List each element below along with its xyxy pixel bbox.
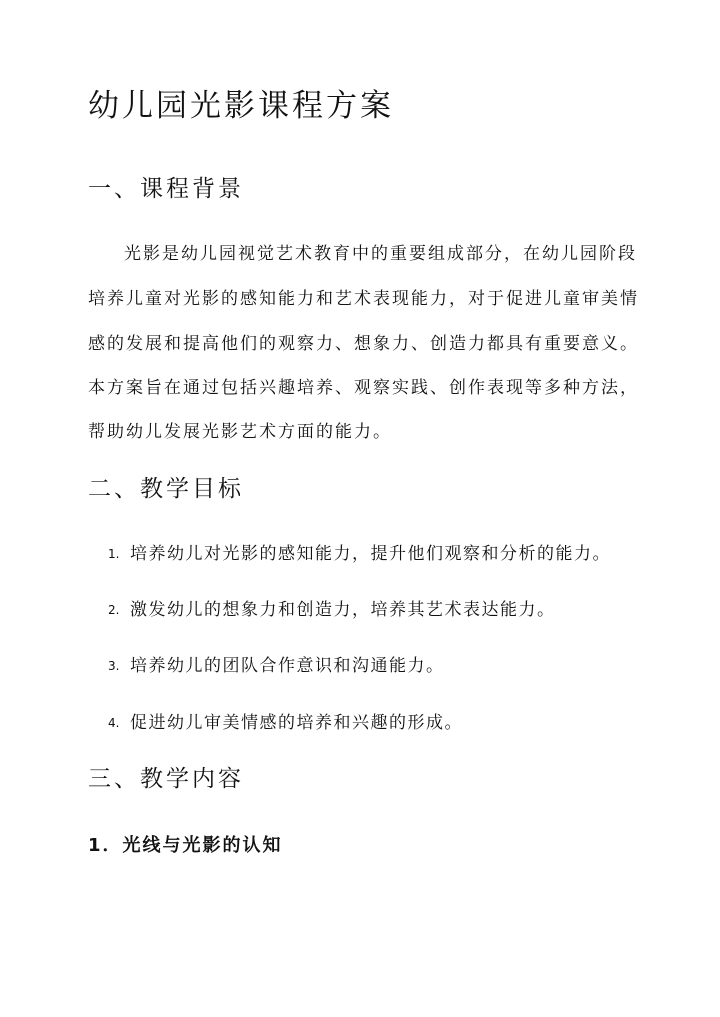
goal-text: 促进幼儿审美情感的培养和兴趣的形成。: [130, 713, 463, 733]
goal-item: [108, 596, 556, 624]
goal-number: 2.: [108, 603, 120, 617]
section-heading-background: 一、课程背景: [88, 176, 244, 202]
section-heading-goals: 二、教学目标: [88, 476, 244, 502]
document-title: 幼儿园光影课程方案: [88, 88, 394, 124]
goal-text: 培养幼儿的团队合作意识和沟通能力。: [130, 656, 445, 676]
goal-number: 3.: [108, 659, 120, 673]
subsection-heading: 1．光线与光影的认知: [88, 835, 283, 856]
section-heading-content: 三、教学内容: [88, 766, 244, 792]
paragraph-line: 感的发展和提高他们的观察力、想象力、创造力都具有重要意义。: [88, 334, 639, 354]
goal-number: 1.: [108, 547, 120, 561]
paragraph-line: 帮助幼儿发展光影艺术方面的能力。: [88, 422, 392, 442]
paragraph-line: 培养儿童对光影的感知能力和艺术表现能力，对于促进儿童审美情: [88, 289, 639, 309]
goal-item: [108, 652, 445, 680]
goal-item: [108, 709, 463, 737]
goal-text: 激发幼儿的想象力和创造力，培养其艺术表达能力。: [130, 600, 556, 620]
goal-number: 4.: [108, 716, 120, 730]
paragraph-line: 光影是幼儿园视觉艺术教育中的重要组成部分，在幼儿园阶段: [124, 244, 637, 264]
goal-item: [108, 540, 611, 568]
goal-text: 培养幼儿对光影的感知能力，提升他们观察和分析的能力。: [130, 544, 611, 564]
paragraph-line: 本方案旨在通过包括兴趣培养、观察实践、创作表现等多种方法，: [88, 378, 639, 398]
